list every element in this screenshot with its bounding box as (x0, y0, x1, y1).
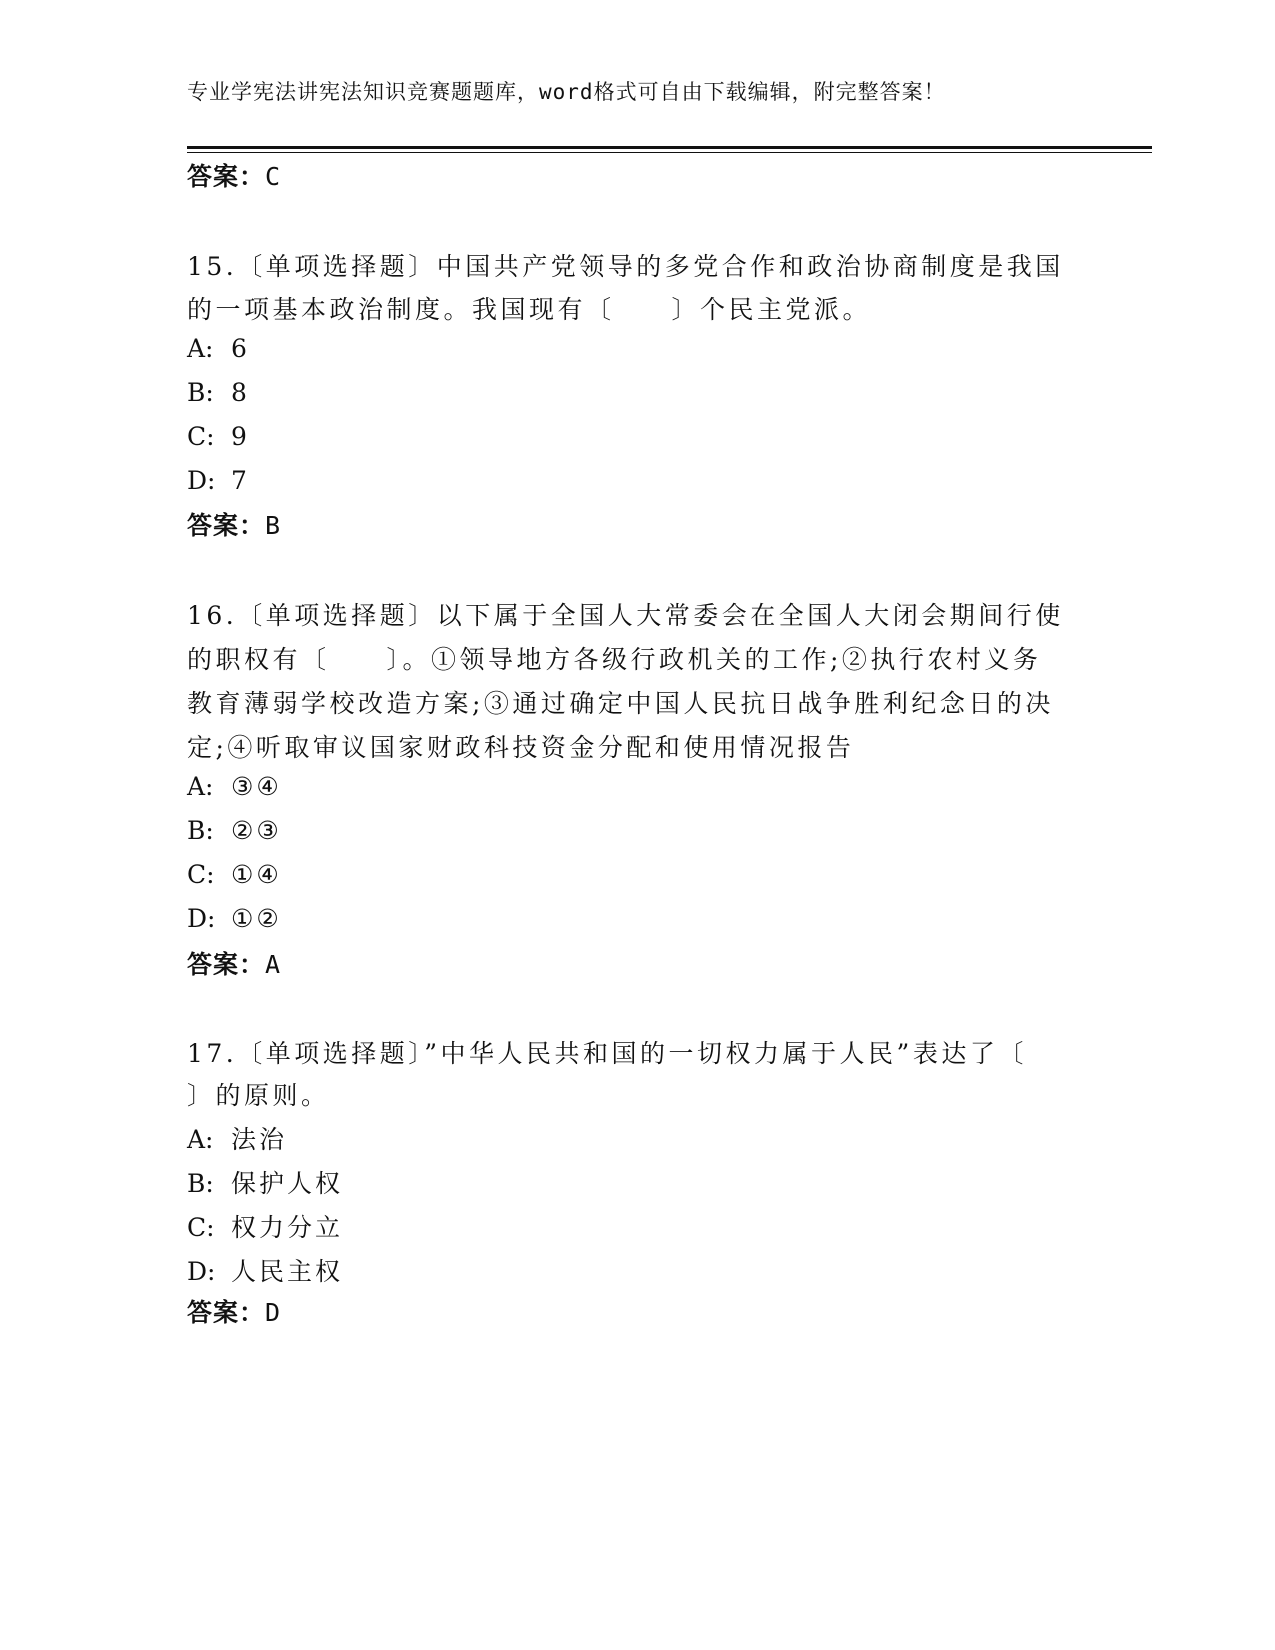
answer-value: D (265, 1298, 282, 1327)
option-text: 人民主权 (231, 1257, 344, 1286)
question-15-option-c (187, 422, 250, 451)
question-16-option-c (187, 860, 282, 889)
option-text: ①④ (231, 860, 282, 889)
option-label: C: (187, 860, 215, 889)
option-label: A: (187, 334, 214, 363)
question-15-option-b (187, 378, 250, 407)
prev-answer (187, 157, 281, 193)
option-label: A: (187, 772, 214, 801)
option-text: ①② (231, 904, 282, 933)
header-rule-thin (187, 152, 1152, 153)
answer-label: 答案： (187, 511, 266, 540)
question-16-line-1: 16.〔单项选择题〕以下属于全国人大常委会在全国人大闭会期间行使 (187, 601, 1064, 630)
question-16-option-b (187, 816, 282, 845)
option-label: D: (187, 1257, 216, 1286)
answer-value: C (265, 162, 282, 191)
option-label: D: (187, 466, 216, 495)
question-17-option-b (187, 1164, 343, 1200)
answer-label: 答案： (187, 162, 266, 191)
option-text: 8 (231, 378, 250, 407)
option-text: ②③ (231, 816, 282, 845)
question-17-option-d (187, 1252, 343, 1288)
answer-value: A (265, 950, 282, 979)
option-text: 7 (231, 466, 250, 495)
question-15-option-d (187, 466, 250, 495)
option-text: 6 (231, 334, 250, 363)
option-label: C: (187, 422, 215, 451)
question-15-option-a (187, 334, 250, 363)
option-label: C: (187, 1213, 215, 1242)
option-text: 保护人权 (231, 1169, 344, 1198)
question-17-option-a (187, 1120, 287, 1156)
header-rule-thick (187, 146, 1152, 149)
question-16-option-d (187, 904, 282, 933)
option-label: B: (187, 816, 214, 845)
question-16-line-2: 的职权有〔 〕。①领导地方各级行政机关的工作;②执行农村义务 (187, 645, 1042, 674)
option-label: B: (187, 1169, 214, 1198)
question-17-line-1: 17.〔单项选择题〕”中华人民共和国的一切权力属于人民”表达了〔 (187, 1039, 1027, 1068)
option-text: 法治 (231, 1125, 288, 1154)
answer-label: 答案： (187, 1298, 266, 1327)
question-16-answer (187, 945, 281, 981)
question-17-option-c (187, 1208, 343, 1244)
option-text: 权力分立 (231, 1213, 344, 1242)
question-17-line-2: 〕的原则。 (187, 1081, 330, 1110)
question-15-line-1: 15.〔单项选择题〕中国共产党领导的多党合作和政治协商制度是我国 (187, 252, 1064, 281)
question-17-answer (187, 1293, 281, 1329)
option-text: 9 (231, 422, 250, 451)
question-16-line-3: 教育薄弱学校改造方案;③通过确定中国人民抗日战争胜利纪念日的决 (187, 689, 1054, 718)
question-16-option-a (187, 772, 282, 801)
option-label: D: (187, 904, 216, 933)
answer-value: B (265, 511, 282, 540)
option-label: A: (187, 1125, 214, 1154)
answer-label: 答案： (187, 950, 266, 979)
option-text: ③④ (231, 772, 282, 801)
page-header: 专业学宪法讲宪法知识竞赛题题库，word格式可自由下载编辑，附完整答案！ (187, 80, 946, 104)
question-15-line-2: 的一项基本政治制度。我国现有〔 〕个民主党派。 (187, 295, 872, 324)
question-16-line-4: 定;④听取审议国家财政科技资金分配和使用情况报告 (187, 733, 855, 762)
question-15-answer (187, 506, 281, 542)
option-label: B: (187, 378, 214, 407)
